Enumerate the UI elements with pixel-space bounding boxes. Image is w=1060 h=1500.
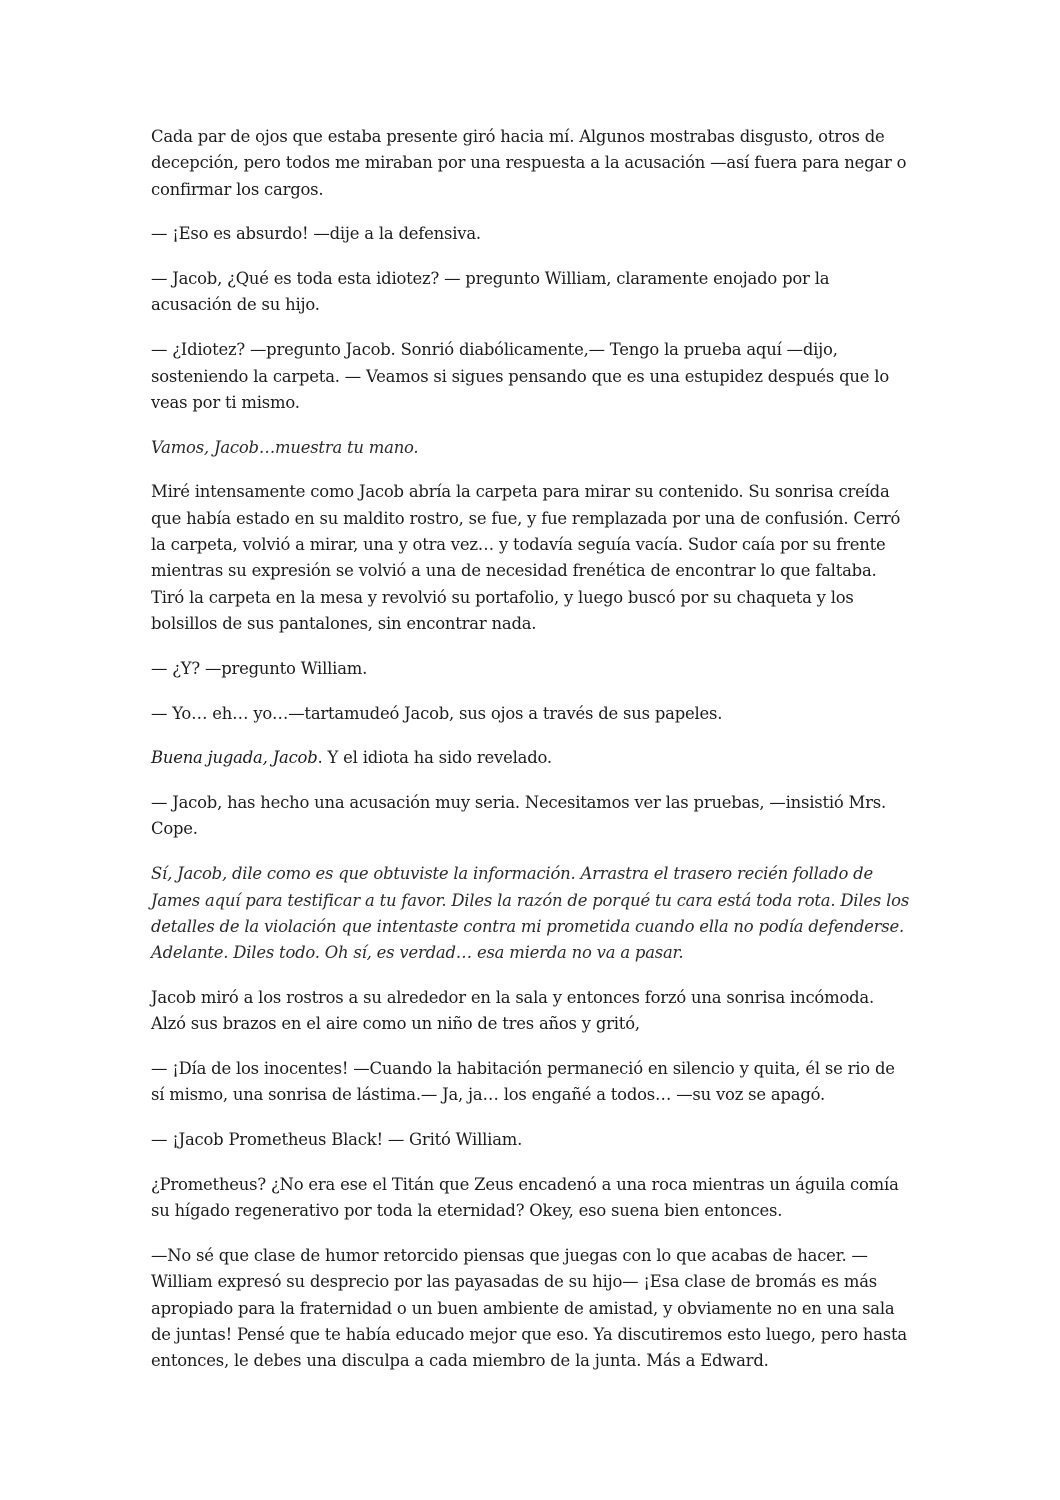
paragraph-dialogue-absurdo: — ¡Eso es absurdo! —dije a la defensiva.	[151, 224, 481, 244]
paragraph-thought-dile: Sí, Jacob, dile como es que obtuviste la información. Arrastra el trasero recién follado de James aquí para testificar a tu favor. Diles la razón de porqué tu cara está toda rota. Diles los detalles de la violación que intentaste contra mi prometida cuando ella no podía defenderse. Adelante. Diles todo. Oh sí, es verdad… esa mierda no va a pasar.	[151, 864, 910, 963]
paragraph-dialogue-mrs-cope: — Jacob, has hecho una acusación muy seria. Necesitamos ver las pruebas, —insistió Mrs. Cope.	[151, 793, 887, 839]
paragraph-dialogue-tartamudeo: — Yo… eh… yo…—tartamudeó Jacob, sus ojos a través de sus papeles.	[151, 703, 723, 723]
paragraph-narration-sonrisa: Jacob miró a los rostros a su alrededor en la sala y entonces forzó una sonrisa incómoda. Alzó sus brazos en el aire como un niño de tres años y gritó,	[151, 987, 874, 1034]
paragraph-buena-jugada	[151, 745, 911, 771]
paragraph-dialogue-inocentes: — ¡Día de los inocentes! —Cuando la habitación permaneció en silencio y quita, él se rio de sí mismo, una sonrisa de lástima.— Ja, ja… los engañé a todos… —su voz se apagó.	[151, 1059, 895, 1105]
paragraph-narration-carpeta: Miré intensamente como Jacob abría la carpeta para mirar su contenido. Su sonrisa creída que había estado en su maldito rostro, se fue, y fue remplazada por una de confusión. Cerró la carpeta, volvió a mirar, una y otra vez… y todavía seguía vacía. Sudor caía por su frente mientras su expresión se volvió a una de necesidad frenética de encontrar lo que faltaba. Tiró la carpeta en la mesa y revolvió su portafolio, y luego buscó por su chaqueta y los bolsillos de sus pantalones, sin encontrar nada.	[151, 482, 901, 633]
document-page	[151, 124, 911, 1393]
paragraph-dialogue-william-desprecio: —No sé que clase de humor retorcido piensas que juegas con lo que acabas de hacer. —William expresó su desprecio por las payasadas de su hijo— ¡Esa clase de bromás es más apropiado para la fraternidad o un buen ambiente de amistad, y obviamente no en una sala de juntas! Pensé que te había educado mejor que eso. Ya discutiremos esto luego, pero hasta entonces, le debes una disculpa a cada miembro de la junta. Más a Edward.	[151, 1246, 907, 1371]
paragraph-dialogue-william-idiotez: — Jacob, ¿Qué es toda esta idiotez? — pregunto William, claramente enojado por la acusación de su hijo.	[151, 269, 830, 315]
paragraph-narration-1: Cada par de ojos que estaba presente giró hacia mí. Algunos mostrabas disgusto, otros de decepción, pero todos me miraban por una respuesta a la acusación —así fuera para negar o confirmar los cargos.	[151, 127, 907, 199]
paragraph-dialogue-grito-william: — ¡Jacob Prometheus Black! — Gritó William.	[151, 1130, 523, 1150]
paragraph-narration-prometheus: ¿Prometheus? ¿No era ese el Titán que Zeus encadenó a una roca mientras un águila comía su hígado regenerativo por toda la eternidad? Okey, eso suena bien entonces.	[151, 1174, 899, 1221]
paragraph-dialogue-y: — ¿Y? —pregunto William.	[151, 658, 368, 678]
text-idiota-revelado: . Y el idiota ha sido revelado.	[317, 748, 552, 768]
paragraph-thought-muestra-mano: Vamos, Jacob…muestra tu mano.	[151, 437, 419, 457]
paragraph-dialogue-jacob-prueba: — ¿Idiotez? —pregunto Jacob. Sonrió diabólicamente,— Tengo la prueba aquí —dijo, sosteniendo la carpeta. — Veamos si sigues pensando que es una estupidez después que lo veas por ti mismo.	[151, 340, 890, 412]
italic-buena-jugada: Buena jugada, Jacob	[151, 748, 318, 768]
